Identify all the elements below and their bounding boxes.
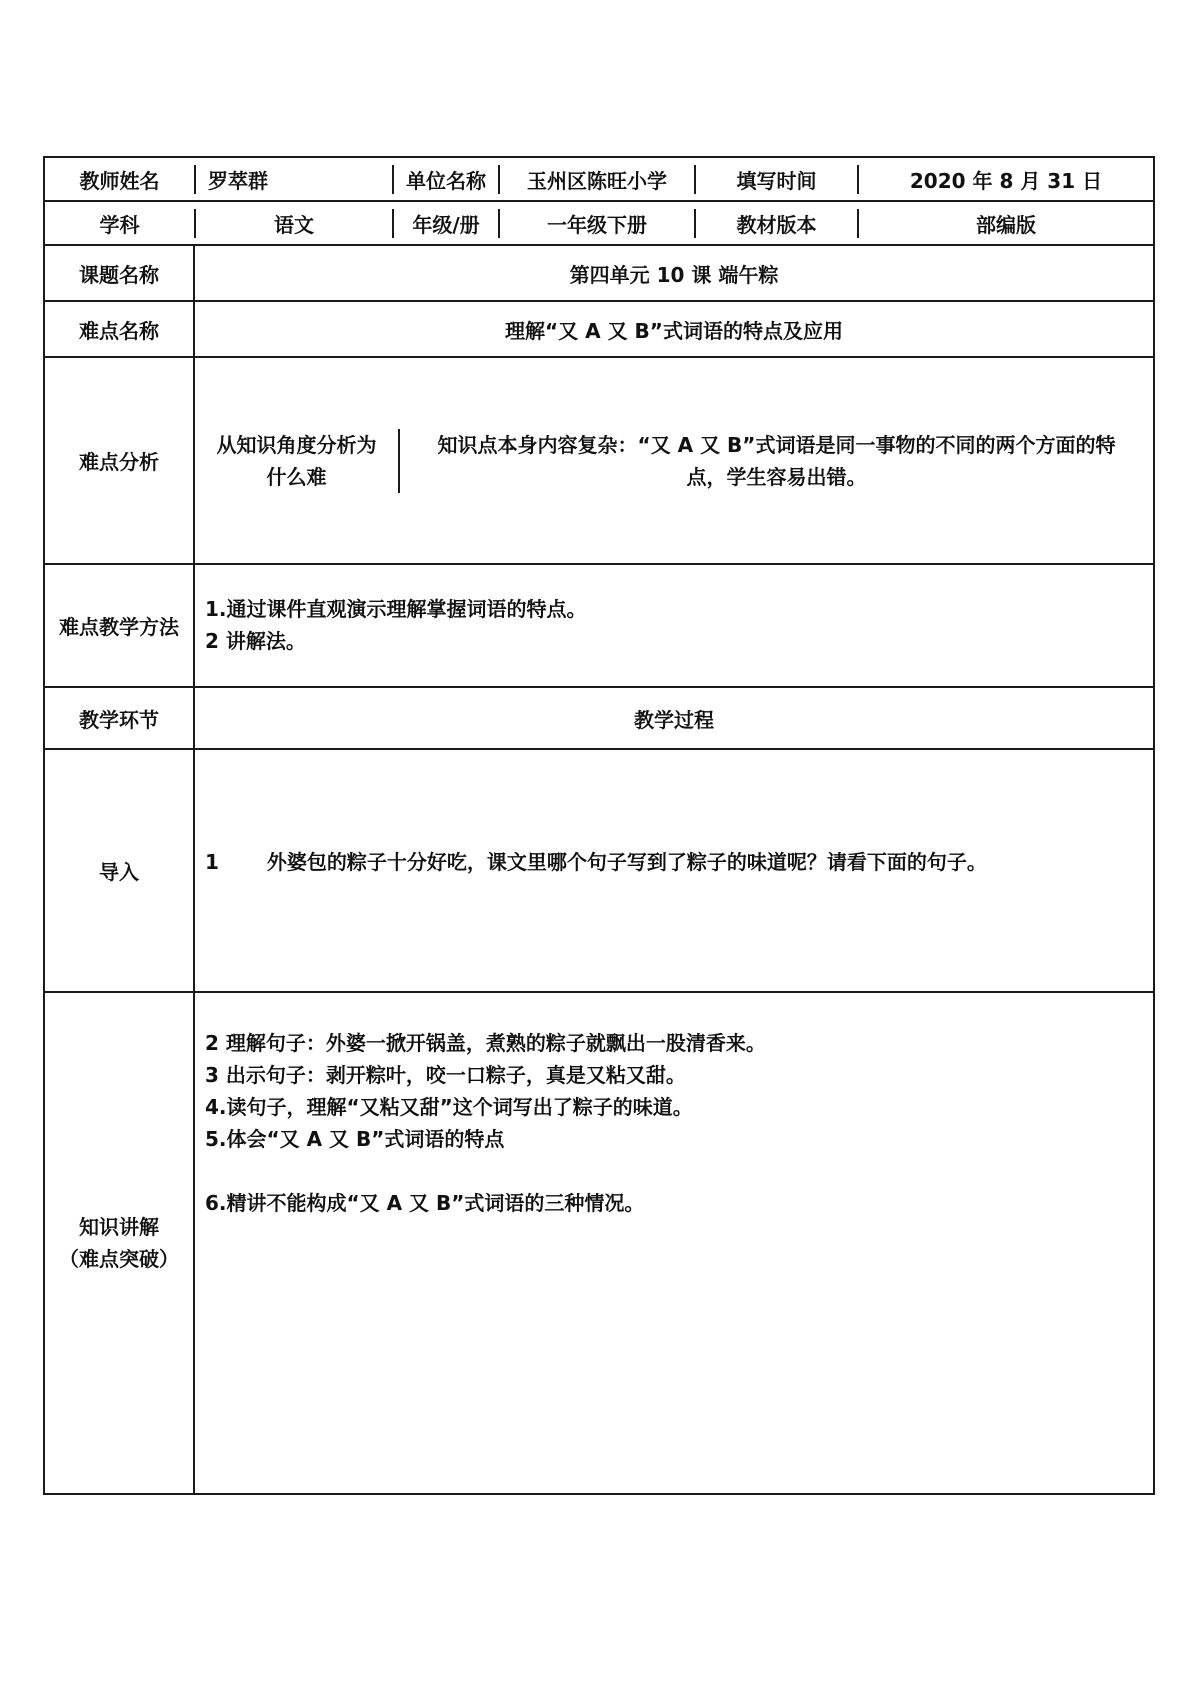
unit-label: 单位名称: [393, 165, 499, 194]
lecture-line-5: 5.体会“又 A 又 B”式词语的特点: [205, 1127, 505, 1151]
stage-label: 教学环节: [44, 687, 194, 749]
lecture-row: [44, 992, 1154, 1494]
lecture-line-4: 4.读句子，理解“又粘又甜”这个词写出了粽子的味道。: [205, 1095, 693, 1119]
grade-value: 一年级下册: [499, 209, 695, 238]
intro-content: [194, 749, 1154, 992]
lecture-line-3: 3 出示句子：剥开粽叶，咬一口粽子，真是又粘又甜。: [205, 1063, 686, 1087]
lecture-label-line-1: 知识讲解: [79, 1215, 159, 1239]
unit-value: 玉州区陈旺小学: [499, 165, 695, 194]
analysis-row: [44, 357, 1154, 564]
lecture-label: [44, 992, 194, 1494]
teacher-label: 教师姓名: [45, 165, 195, 194]
topic-label: 课题名称: [44, 245, 194, 301]
edition-value: 部编版: [976, 212, 1036, 237]
intro-number: 1: [205, 850, 219, 874]
analysis-inner: [195, 429, 1153, 493]
method-label: 难点教学方法: [44, 564, 194, 687]
header-row-2-inner: [45, 209, 1153, 238]
edition-label: 教材版本: [695, 209, 858, 238]
teacher-value: 罗萃群: [195, 165, 393, 194]
difficulty-value: 理解“又 A 又 B”式词语的特点及应用: [194, 301, 1154, 357]
lecture-label-line-2: （难点突破）: [59, 1247, 179, 1271]
topic-value: 第四单元 10 课 端午粽: [194, 245, 1154, 301]
lecture-line-6: 6.精讲不能构成“又 A 又 B”式词语的三种情况。: [205, 1191, 645, 1215]
method-line-1: 1.通过课件直观演示理解掌握词语的特点。: [205, 597, 587, 621]
method-line-2: 2 讲解法。: [205, 629, 306, 653]
analysis-content: 知识点本身内容复杂：“又 A 又 B”式词语是同一事物的不同的两个方面的特点，学生容易出错。: [437, 432, 1116, 489]
intro-label: 导入: [44, 749, 194, 992]
header-row-2: [44, 201, 1154, 245]
intro-text: 外婆包的粽子十分好吃，课文里哪个句子写到了粽子的味道呢？请看下面的句子。: [266, 850, 987, 874]
difficulty-label: 难点名称: [44, 301, 194, 357]
date-value: 2020 年 8 月 31 日: [909, 168, 1103, 193]
grade-label: 年级/册: [393, 209, 499, 238]
lecture-content: [194, 992, 1154, 1494]
analysis-label: 难点分析: [44, 357, 194, 564]
header-row-1-inner: [45, 165, 1153, 194]
date-label: 填写时间: [695, 165, 858, 194]
process-label: 教学过程: [194, 687, 1154, 749]
difficulty-row: [44, 301, 1154, 357]
subject-value: 语文: [195, 209, 393, 238]
lecture-line-2: 2 理解句子：外婆一掀开锅盖，煮熟的粽子就飘出一股清香来。: [205, 1031, 766, 1055]
topic-row: [44, 245, 1154, 301]
header-row-1: [44, 157, 1154, 201]
lesson-plan-table: [43, 156, 1155, 1495]
subject-label: 学科: [45, 209, 195, 238]
process-header-row: [44, 687, 1154, 749]
analysis-angle: 从知识角度分析为什么难: [195, 429, 399, 493]
method-row: [44, 564, 1154, 687]
intro-row: [44, 749, 1154, 992]
method-content: [194, 564, 1154, 687]
